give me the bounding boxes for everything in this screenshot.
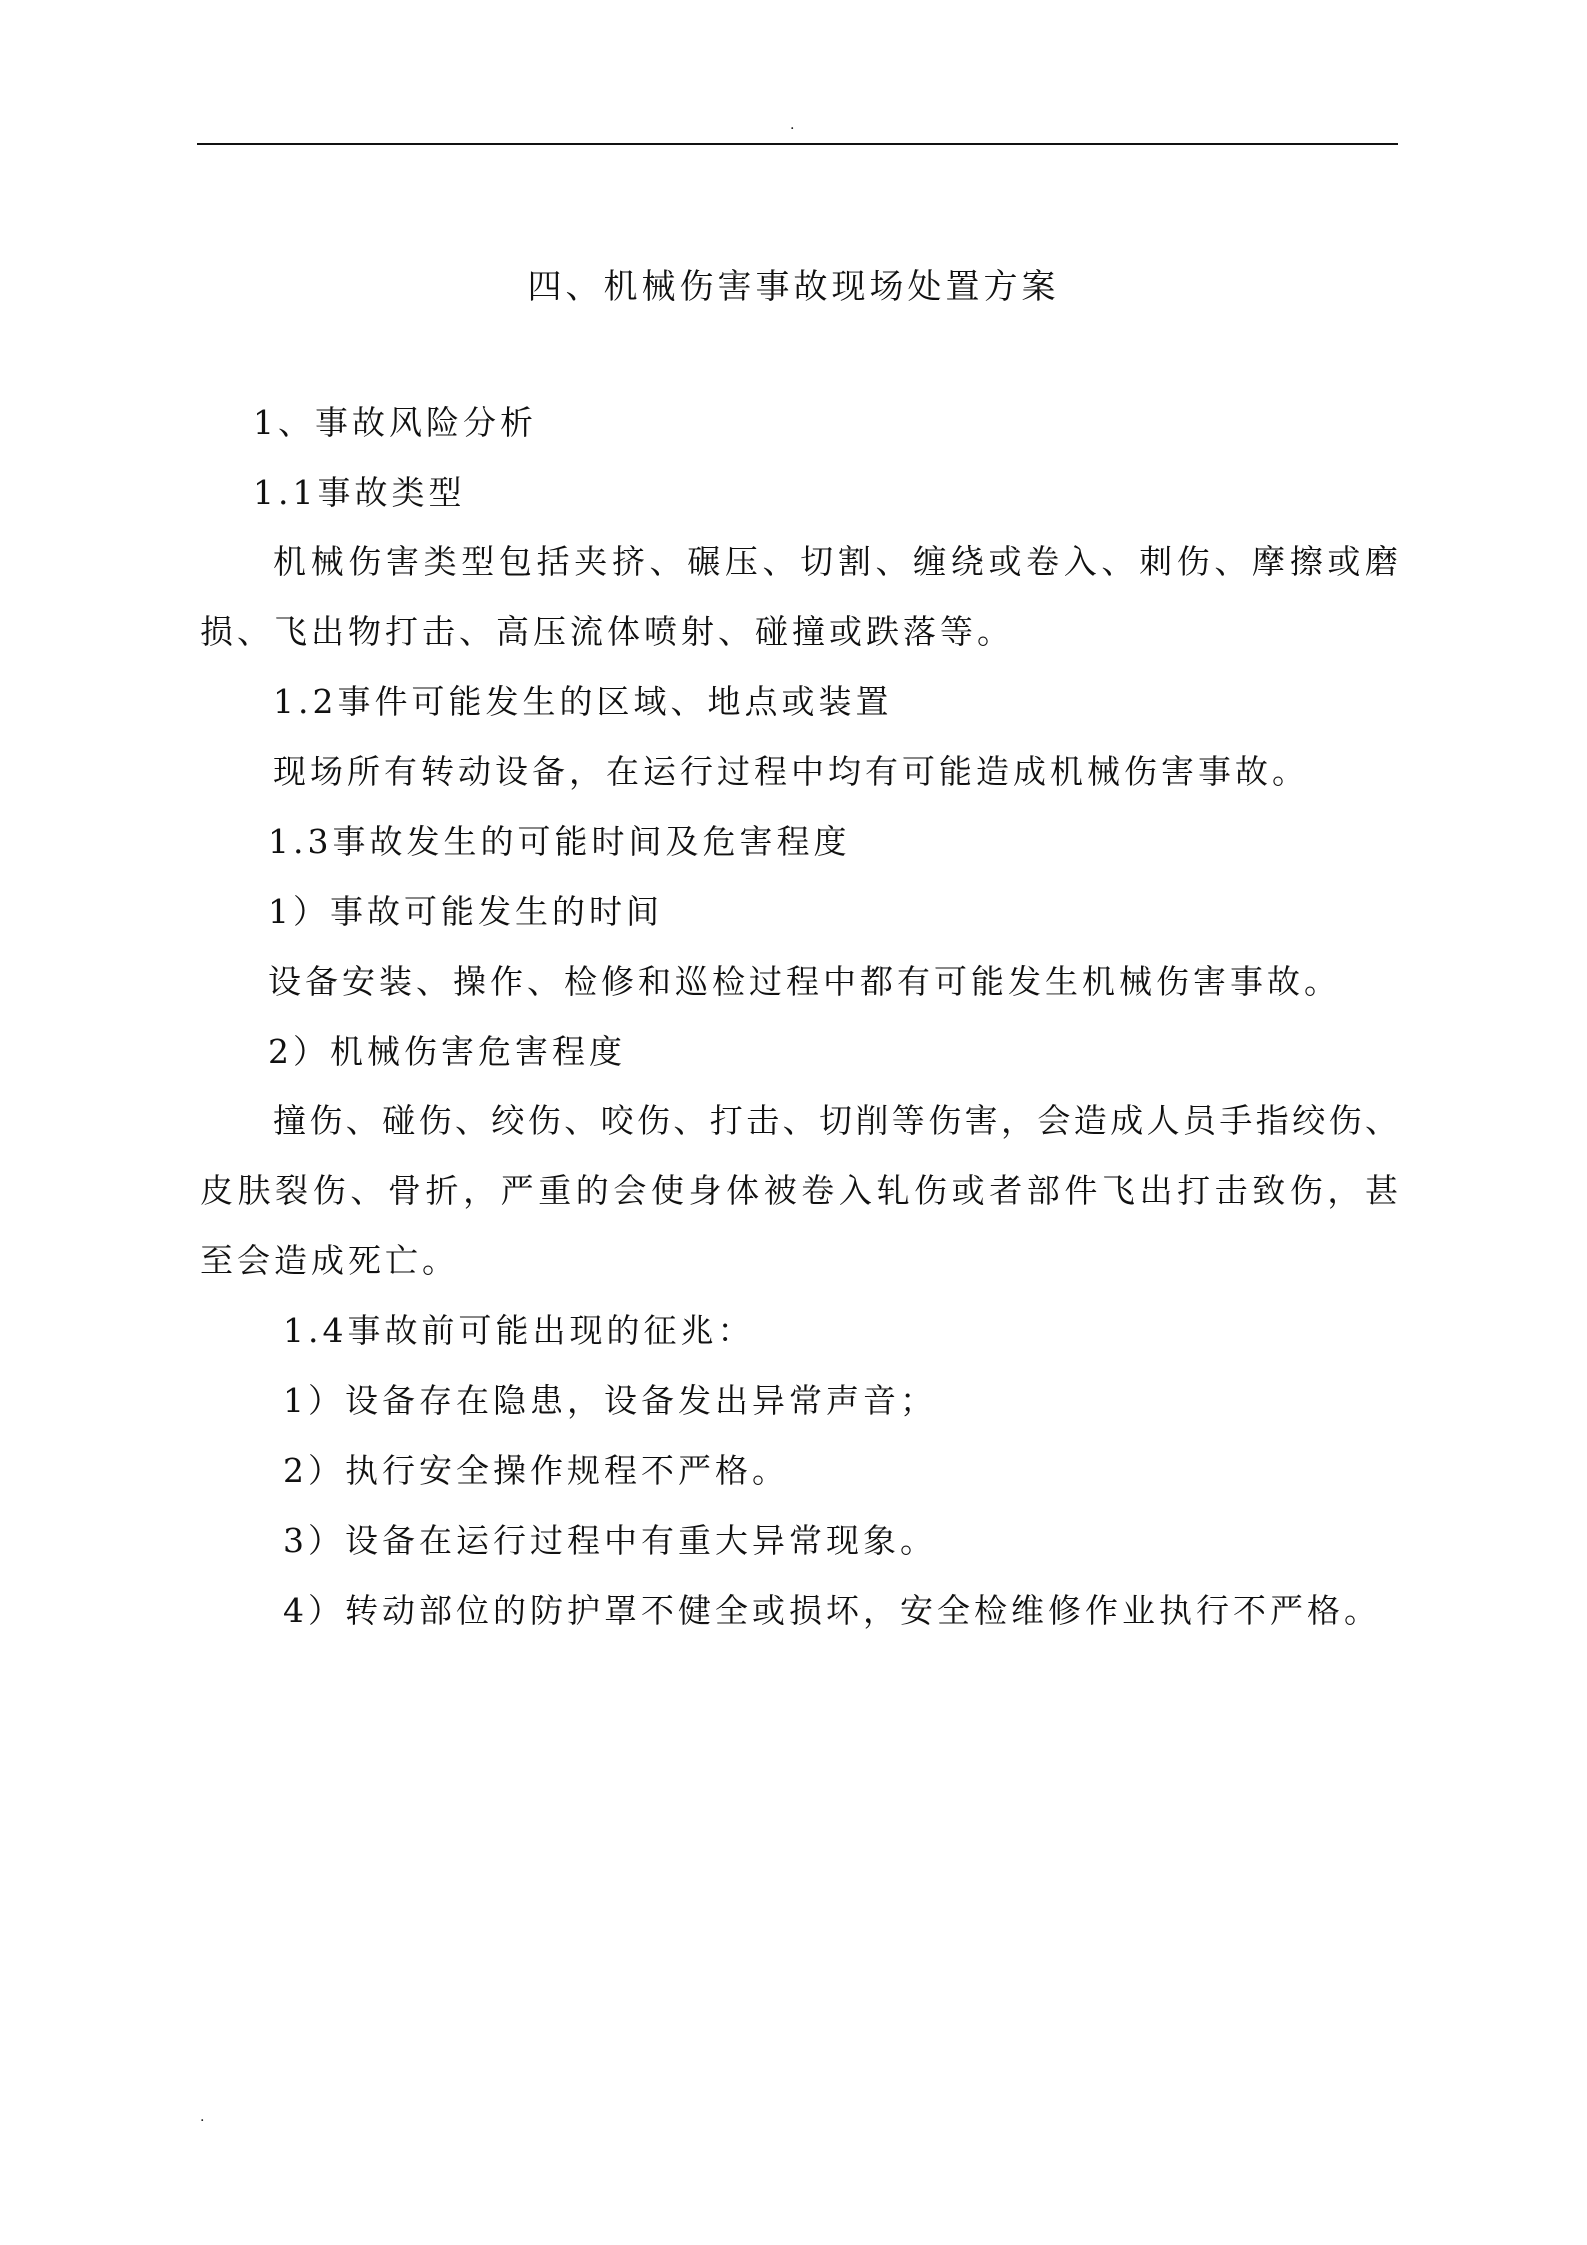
section-1-heading: 1、事故风险分析 [253,403,537,442]
section-1-1-paragraph-line-2: 损、飞出物打击、高压流体喷射、碰撞或跌落等。 [200,612,1014,651]
section-1-1-heading: 1.1事故类型 [253,473,466,512]
header-mark: . [790,117,795,133]
section-1-1-paragraph-line-1: 机械伤害类型包括夹挤、碾压、切割、缠绕或卷入、刺伤、摩擦或磨 [273,542,1398,581]
section-1-3-subtext-1: 设备安装、操作、检修和巡检过程中都有可能发生机械伤害事故。 [268,962,1341,1001]
footer-mark: . [200,2109,205,2125]
section-1-4-item-3: 3）设备在运行过程中有重大异常现象。 [283,1521,937,1560]
section-1-4-item-2: 2）执行安全操作规程不严格。 [283,1451,789,1490]
section-1-2-heading: 1.2事件可能发生的区域、地点或装置 [273,682,893,721]
section-1-3-subtext-2-line-1: 撞伤、碰伤、绞伤、咬伤、打击、切削等伤害，会造成人员手指绞伤、 [273,1101,1398,1140]
header-rule [197,143,1398,145]
section-1-4-item-1: 1）设备存在隐患，设备发出异常声音； [283,1381,937,1420]
section-1-2-paragraph: 现场所有转动设备，在运行过程中均有可能造成机械伤害事故。 [273,752,1309,791]
section-1-3-heading: 1.3事故发生的可能时间及危害程度 [268,822,851,861]
section-1-3-subheading-1: 1）事故可能发生的时间 [268,892,663,931]
page-title: 四、机械伤害事故现场处置方案 [527,267,1060,307]
section-1-4-heading: 1.4事故前可能出现的征兆： [283,1311,755,1350]
section-1-3-subtext-2-line-3: 至会造成死亡。 [200,1241,459,1280]
section-1-4-item-4: 4）转动部位的防护罩不健全或损坏，安全检维修作业执行不严格。 [283,1591,1381,1630]
section-1-3-subheading-2: 2）机械伤害危害程度 [268,1032,626,1071]
section-1-3-subtext-2-line-2: 皮肤裂伤、骨折，严重的会使身体被卷入轧伤或者部件飞出打击致伤，甚 [200,1171,1398,1210]
